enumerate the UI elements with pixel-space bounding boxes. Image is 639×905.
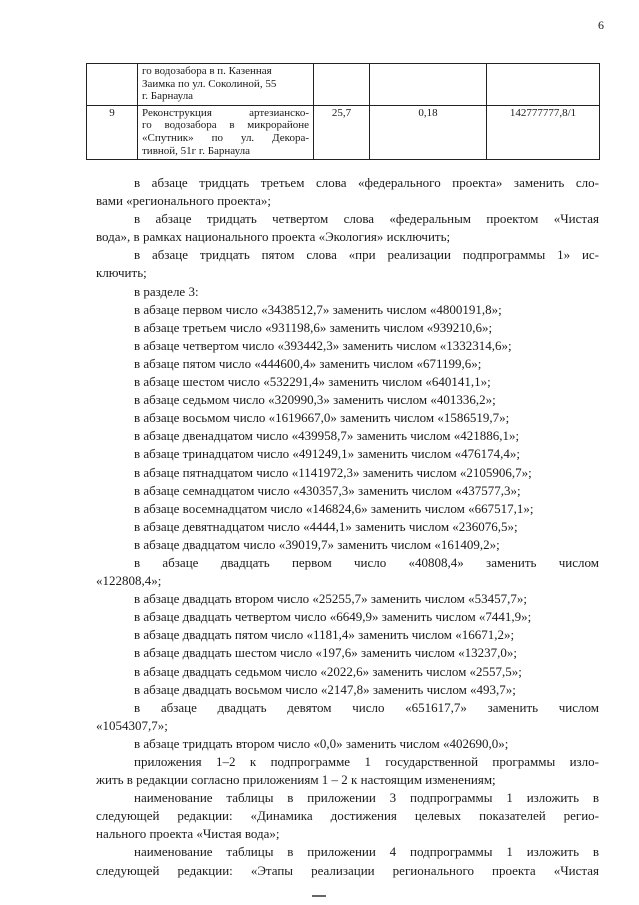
paragraph-line: в абзаце двенадцатом число «439958,7» заменить числом «421886,1»; [134,428,520,444]
paragraph-line: в абзаце семнадцатом число «430357,3» заменить числом «437577,3»; [134,482,521,498]
object-name-line: Реконструкция артезианско- [142,106,309,119]
amendment-paragraph [96,482,599,500]
paragraph-line: в абзаце восьмом число «1619667,0» заменить числом «1586519,7»; [134,410,510,426]
amendment-paragraph [96,536,599,554]
amendment-paragraph [96,644,599,662]
paragraph-line: в абзаце двадцать пятом число «1181,4» заменить числом «16671,2»; [134,627,515,643]
paragraph-line: следующей редакции: «Динамика достижения целевых показателей регио- [96,808,599,824]
paragraph-line: в разделе 3: [134,283,199,299]
amendment-paragraph [96,409,599,427]
amendment-paragraph [96,445,599,463]
paragraph-line: в абзаце шестом число «532291,4» заменить числом «640141,1»; [134,374,491,390]
paragraph-line: «1054307,7»; [96,717,168,733]
amendment-paragraph [96,210,599,246]
paragraph-line: в абзаце тридцать втором число «0,0» заменить числом «402690,0»; [134,735,509,751]
row-number-cell: 9 [87,105,138,159]
row-number-cell [87,64,138,106]
amendment-paragraph [96,337,599,355]
amendments-text [96,174,599,880]
amendment-paragraph [96,500,599,518]
object-name-line: «Спутник» по ул. Декора- [142,131,309,144]
paragraph-line: вами «регионального проекта»; [96,193,271,209]
paragraph-line: следующей редакции: «Этапы реализации регионального проекта «Чистая [96,862,599,878]
paragraph-line: в абзаце двадцать девятом число «651617,7» заменить числом [134,699,599,715]
value-cell-2: 0,18 [370,105,487,159]
value-cell-1 [314,64,370,106]
object-name-cell [138,64,314,106]
amendment-paragraph [96,391,599,409]
value-cell-3: 142777777,8/1 [487,105,600,159]
object-name-cell [138,105,314,159]
paragraph-line: в абзаце восемнадцатом число «146824,6» заменить числом «667517,1»; [134,500,534,516]
amendment-paragraph [96,789,599,843]
page-number: 6 [598,18,604,32]
amendment-paragraph [96,699,599,735]
amendment-paragraph [96,246,599,282]
object-name-line: го водозабора в п. Казенная [142,65,272,77]
paragraph-line: в абзаце тринадцатом число «491249,1» заменить числом «476174,4»; [134,446,520,462]
table-row [87,64,600,106]
paragraph-line: в абзаце двадцать седьмом число «2022,6» заменить числом «2557,5»; [134,663,522,679]
amendment-paragraph [96,319,599,337]
amendment-paragraph [96,355,599,373]
amendment-paragraph [96,590,599,608]
paragraph-line: нального проекта «Чистая вода»; [96,826,280,842]
paragraph-line: в абзаце седьмом число «320990,3» заменить числом «401336,2»; [134,392,496,408]
amendment-paragraph [96,663,599,681]
paragraph-line: в абзаце двадцать четвертом число «6649,9» заменить числом «7441,9»; [134,609,532,625]
paragraph-line: в абзаце первом число «3438512,7» заменить числом «4800191,8»; [134,301,502,317]
amendment-paragraph [96,753,599,789]
amendment-paragraph [96,301,599,319]
object-name-line: го водозабора в микрорайоне [142,119,309,132]
object-name-line: Заимка по ул. Соколиной, 55 [142,77,277,90]
amendment-paragraph [96,464,599,482]
amendment-paragraph [96,373,599,391]
paragraph-line: наименование таблицы в приложении 3 подпрограммы 1 изложить в [134,790,599,806]
paragraph-line: «122808,4»; [96,573,162,589]
paragraph-line: вода», в рамках национального проекта «Экология» исключить; [96,229,451,245]
paragraph-line: в абзаце девятнадцатом число «4444,1» заменить числом «236076,5»; [134,518,518,534]
paragraph-line: наименование таблицы в приложении 4 подпрограммы 1 изложить в [134,844,599,860]
amendment-paragraph [96,427,599,445]
paragraph-line: в абзаце двадцать первом число «40808,4» заменить числом [134,554,599,570]
amendment-paragraph [96,283,599,301]
paragraph-line: в абзаце двадцать втором число «25255,7» заменить числом «53457,7»; [134,591,527,607]
projects-table [86,63,600,160]
paragraph-line: жить в редакции согласно приложениям 1 – 2 к настоящим изменениям; [96,772,496,788]
amendment-paragraph [96,735,599,753]
amendment-paragraph [96,681,599,699]
paragraph-line: ключить; [96,265,147,281]
paragraph-line: в абзаце третьем число «931198,6» заменить числом «939210,6»; [134,319,493,335]
value-cell-2 [370,64,487,106]
paragraph-line: в абзаце двадцать шестом число «197,6» заменить числом «13237,0»; [134,645,518,661]
amendment-paragraph [96,518,599,536]
object-name-line: тивной, 51г г. Барнаула [142,144,250,157]
amendment-paragraph [96,174,599,210]
paragraph-line: в абзаце тридцать пятом слова «при реализации подпрограммы 1» ис- [134,247,599,263]
paragraph-line: в абзаце пятом число «444600,4» заменить числом «671199,6»; [134,355,482,371]
paragraph-line: в абзаце четвертом число «393442,3» заменить числом «1332314,6»; [134,337,512,353]
paragraph-line: в абзаце пятнадцатом число «1141972,3» заменить числом «2105906,7»; [134,464,532,480]
value-cell-1: 25,7 [314,105,370,159]
paragraph-line: в абзаце тридцать четвертом слова «федеральным проектом «Чистая [134,211,599,227]
amendment-paragraph [96,843,599,879]
amendment-paragraph [96,626,599,644]
object-name-line: г. Барнаула [142,90,194,103]
amendment-paragraph [96,608,599,626]
value-cell-3 [487,64,600,106]
paragraph-line: в абзаце двадцатом число «39019,7» заменить числом «161409,2»; [134,536,500,552]
paragraph-line: в абзаце двадцать восьмом число «2147,8» заменить числом «493,7»; [134,681,516,697]
paragraph-line: приложения 1–2 к подпрограмме 1 государственной программы изло- [134,754,599,769]
amendment-paragraph [96,554,599,590]
paragraph-line: в абзаце тридцать третьем слова «федерального проекта» заменить сло- [134,175,599,190]
scan-mark [312,895,326,897]
table-row [87,105,600,159]
